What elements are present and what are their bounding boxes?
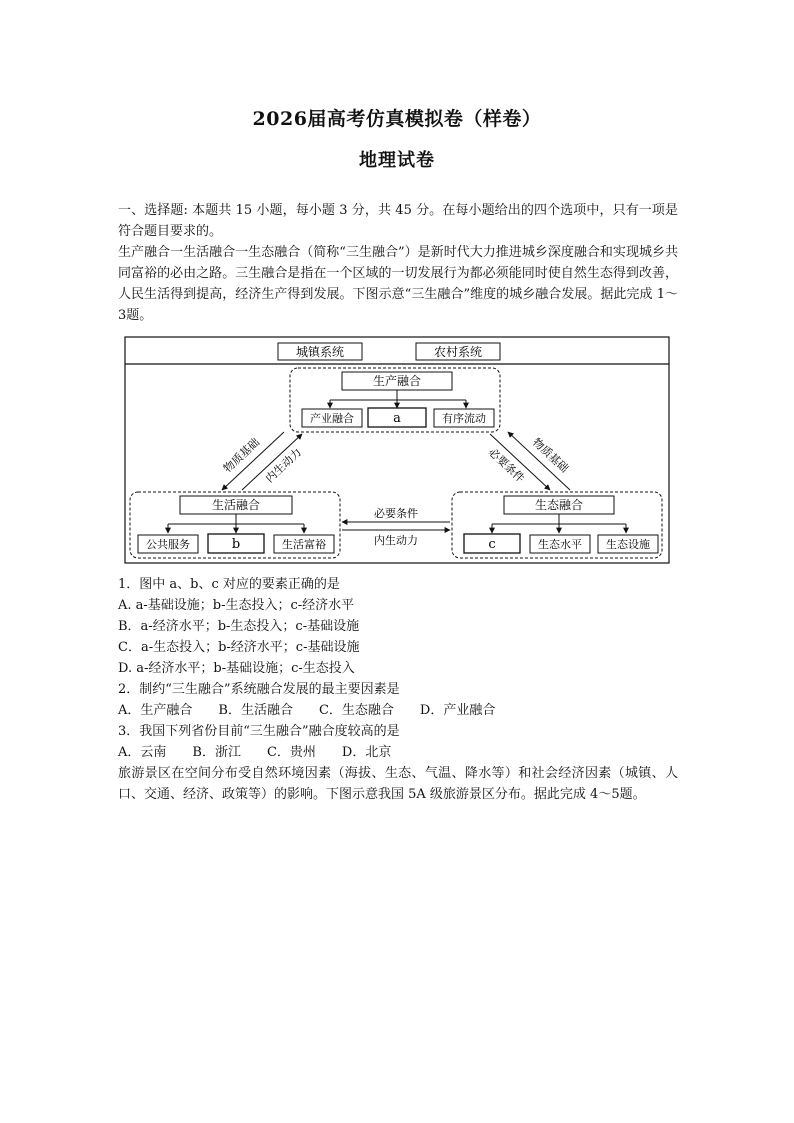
q1-option-d: D. a-经济水平；b-基础设施；c-生态投入 — [118, 661, 355, 676]
ecology-item-2: 生态水平 — [538, 538, 582, 551]
three-integration-diagram — [124, 336, 670, 564]
q2-options — [118, 700, 678, 721]
rural-system-label: 农村系统 — [433, 345, 483, 359]
q3-option-c: C．贵州 — [266, 745, 316, 760]
q1-option-c: C．a-生态投入；b-经济水平；c-基础设施 — [118, 640, 360, 655]
intro-block — [118, 200, 678, 326]
exam-title: 2026届高考仿真模拟卷（样卷） — [252, 108, 542, 130]
q2-stem: 2．制约“三生融合”系统融合发展的最主要因素是 — [118, 682, 400, 697]
production-item-3: 有序流动 — [442, 412, 486, 425]
passage-2: 旅游景区在空间分布受自然环境因素（海拔、生态、气温、降水等）和社会经济因素（城镇、人口、交通、经济、政策等）的影响。下图示意我国 5A 级旅游景区分布。据此完成 4～5题。 — [118, 766, 678, 802]
ecology-title: 生态融合 — [534, 498, 584, 512]
ecology-item-c: c — [488, 537, 496, 552]
q2-option-c: C．生态融合 — [318, 703, 394, 718]
production-title: 生产融合 — [372, 374, 422, 388]
q2-option-d: D．产业融合 — [419, 703, 496, 718]
q3-option-b: B．浙江 — [192, 745, 241, 760]
left-inner-label: 内生动力 — [263, 445, 305, 486]
ecology-item-3: 生态设施 — [606, 538, 650, 551]
right-outer-label: 物质基础 — [529, 435, 571, 476]
production-item-a: a — [393, 411, 401, 426]
q1-stem: 1．图中 a、b、c 对应的要素正确的是 — [118, 577, 340, 592]
exam-subtitle: 地理试卷 — [359, 150, 435, 171]
q3-stem: 3．我国下列省份目前“三生融合”融合度较高的是 — [118, 724, 400, 739]
urban-system-label: 城镇系统 — [295, 345, 345, 359]
production-item-1: 产业融合 — [310, 412, 354, 425]
q2-option-a: A．生产融合 — [118, 703, 193, 718]
bottom-top-label: 必要条件 — [374, 507, 418, 520]
left-outer-label: 物质基础 — [221, 435, 263, 476]
q3-options — [118, 742, 678, 763]
life-item-1: 公共服务 — [146, 538, 190, 551]
life-item-b: b — [231, 537, 241, 552]
life-title: 生活融合 — [211, 498, 261, 512]
q3-option-a: A．云南 — [118, 745, 167, 760]
right-inner-label: 必要条件 — [485, 445, 527, 486]
passage-1: 生产融合一生活融合一生态融合（简称“三生融合”）是新时代大力推进城乡深度融合和实现城乡共同富裕的必由之路。三生融合是指在一个区域的一切发展行为都必须能同时使自然生态得到改善，人民生活得到提高，经济生产得到发展。下图示意“三生融合”维度的城乡融合发展。据此完成 1～3题。 — [118, 245, 678, 323]
section-intro: 一、选择题: 本题共 15 小题，每小题 3 分，共 45 分。在每小题给出的四个选项中，只有一项是符合题目要求的。 — [118, 203, 678, 239]
q2-option-b: B．生活融合 — [218, 703, 293, 718]
questions-block — [118, 574, 678, 805]
q3-option-d: D．北京 — [341, 745, 392, 760]
bottom-bottom-label: 内生动力 — [374, 534, 418, 547]
diagram-frame — [125, 337, 669, 563]
q1-option-a: A. a-基础设施；b-生态投入；c-经济水平 — [118, 598, 355, 613]
q1-option-b: B．a-经济水平；b-生态投入；c-基础设施 — [118, 619, 360, 634]
life-item-3: 生活富裕 — [282, 538, 326, 551]
